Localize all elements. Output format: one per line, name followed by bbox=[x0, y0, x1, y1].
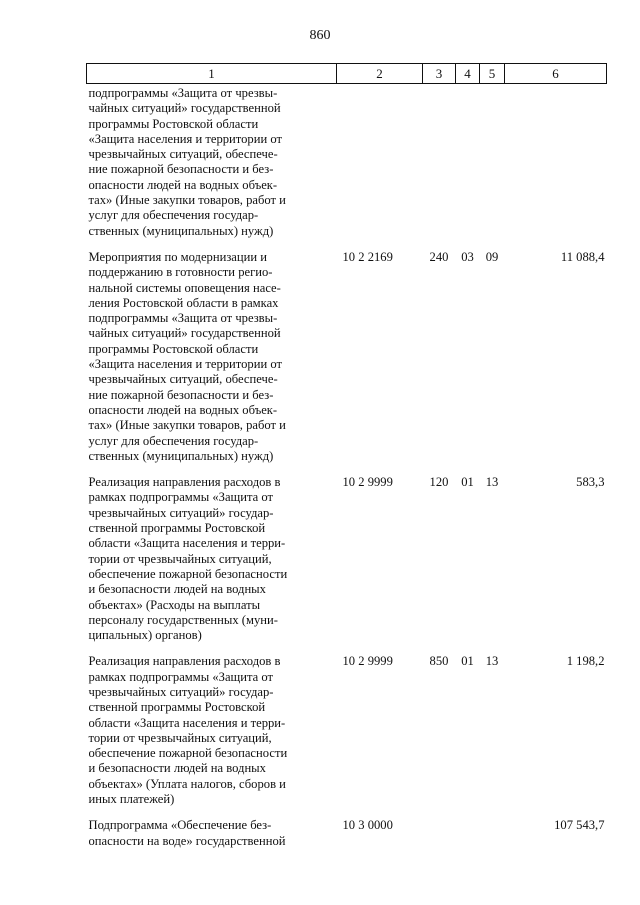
expense-type: 850 bbox=[429, 654, 449, 669]
amount: 11 088,4 bbox=[560, 249, 605, 264]
description-line: ципальных) органов) bbox=[88, 628, 202, 643]
description-line: чрезвычайных ситуаций» государ- bbox=[88, 505, 274, 520]
description-line: нальной системы оповещения насе- bbox=[88, 280, 281, 295]
amount: 583,3 bbox=[576, 475, 605, 490]
description-line: ственной программы Ростовской bbox=[88, 521, 266, 536]
expense-type: 240 bbox=[429, 249, 449, 264]
description-line: ственной программы Ростовской bbox=[88, 700, 266, 715]
description-line: области «Защита населения и терри- bbox=[88, 715, 286, 730]
table-row bbox=[87, 818, 607, 860]
description-line: «Защита населения и территории от bbox=[88, 357, 282, 372]
expense-type bbox=[423, 818, 456, 860]
subsection: 13 bbox=[485, 475, 499, 490]
table-header-row bbox=[87, 64, 607, 84]
subsection: 09 bbox=[485, 249, 499, 264]
description-line: ления Ростовской области в рамках bbox=[88, 295, 279, 310]
description-line: подпрограммы «Защита от чрезвы- bbox=[88, 311, 278, 326]
amount: 1 198,2 bbox=[566, 654, 605, 669]
target-code: 10 2 9999 bbox=[342, 654, 393, 669]
description-line: поддержанию в готовности регио- bbox=[88, 265, 273, 280]
description-line: услуг для обеспечения государ- bbox=[88, 208, 259, 223]
description-line: чайных ситуаций» государственной bbox=[88, 326, 281, 341]
header-cell: 1 bbox=[87, 64, 337, 84]
expense-type bbox=[423, 84, 456, 250]
description-line: обеспечение пожарной безопасности bbox=[88, 566, 288, 581]
description-line: чрезвычайных ситуаций, обеспече- bbox=[88, 147, 278, 162]
description-line: обеспечение пожарной безопасности bbox=[88, 746, 288, 761]
target-code: 10 3 0000 bbox=[342, 818, 393, 833]
description-line: ственных (муниципальных) нужд) bbox=[88, 223, 274, 238]
row-description bbox=[87, 475, 337, 654]
header-cell: 6 bbox=[505, 64, 607, 84]
target-code: 10 2 2169 bbox=[342, 249, 393, 264]
table-row bbox=[87, 250, 607, 475]
description-line: ние пожарной безопасности и без- bbox=[88, 162, 274, 177]
amount: 107 543,7 bbox=[554, 818, 605, 833]
description-line: персоналу государственных (муни- bbox=[88, 612, 278, 627]
amount bbox=[505, 84, 607, 250]
row-description bbox=[87, 84, 337, 250]
target-code: 10 2 9999 bbox=[342, 475, 393, 490]
subsection bbox=[480, 818, 505, 860]
target-code bbox=[337, 84, 423, 250]
table-row bbox=[87, 84, 607, 250]
description-line: Мероприятия по модернизации и bbox=[88, 249, 268, 264]
description-line: тории от чрезвычайных ситуаций, bbox=[88, 730, 272, 745]
section bbox=[456, 818, 480, 860]
row-description bbox=[87, 250, 337, 475]
description-line: чрезвычайных ситуаций» государ- bbox=[88, 684, 274, 699]
description-line: опасности людей на водных объек- bbox=[88, 402, 278, 417]
header-cell: 3 bbox=[423, 64, 456, 84]
page-number: 860 bbox=[309, 28, 331, 43]
description-line: чайных ситуаций» государственной bbox=[88, 101, 281, 116]
header-cell: 4 bbox=[456, 64, 480, 84]
description-line: тории от чрезвычайных ситуаций, bbox=[88, 551, 272, 566]
description-line: области «Защита населения и терри- bbox=[88, 536, 286, 551]
section bbox=[456, 84, 480, 250]
description-line: ственных (муниципальных) нужд) bbox=[88, 448, 274, 463]
expense-type: 120 bbox=[429, 475, 449, 490]
subsection bbox=[480, 84, 505, 250]
section: 01 bbox=[461, 654, 474, 669]
description-line: тах» (Иные закупки товаров, работ и bbox=[88, 418, 286, 433]
description-line: Подпрограмма «Обеспечение без- bbox=[88, 818, 272, 833]
section: 03 bbox=[461, 249, 474, 264]
description-line: Реализация направления расходов в bbox=[88, 475, 281, 490]
table-row bbox=[87, 475, 607, 654]
description-line: и безопасности людей на водных bbox=[88, 761, 266, 776]
row-description bbox=[87, 818, 337, 860]
description-line: и безопасности людей на водных bbox=[88, 582, 266, 597]
description-line: объектах» (Расходы на выплаты bbox=[88, 597, 261, 612]
header-cell: 5 bbox=[480, 64, 505, 84]
budget-table bbox=[86, 63, 607, 860]
description-line: ние пожарной безопасности и без- bbox=[88, 387, 274, 402]
table-row bbox=[87, 654, 607, 818]
description-line: тах» (Иные закупки товаров, работ и bbox=[88, 193, 286, 208]
description-line: подпрограммы «Защита от чрезвы- bbox=[88, 86, 278, 100]
description-line: рамках подпрограммы «Защита от bbox=[88, 490, 273, 505]
description-line: рамках подпрограммы «Защита от bbox=[88, 669, 273, 684]
section: 01 bbox=[461, 475, 474, 490]
subsection: 13 bbox=[485, 654, 499, 669]
row-description bbox=[87, 654, 337, 818]
header-cell: 2 bbox=[337, 64, 423, 84]
description-line: услуг для обеспечения государ- bbox=[88, 433, 259, 448]
description-line: объектах» (Уплата налогов, сборов и bbox=[88, 776, 286, 791]
description-line: программы Ростовской области bbox=[88, 116, 259, 131]
description-line: иных платежей) bbox=[88, 792, 175, 807]
description-line: опасности на воде» государственной bbox=[88, 833, 286, 848]
description-line: «Защита населения и территории от bbox=[88, 131, 282, 146]
description-line: опасности людей на водных объек- bbox=[88, 177, 278, 192]
description-line: чрезвычайных ситуаций, обеспече- bbox=[88, 372, 278, 387]
description-line: программы Ростовской области bbox=[88, 341, 259, 356]
description-line: Реализация направления расходов в bbox=[88, 654, 281, 669]
